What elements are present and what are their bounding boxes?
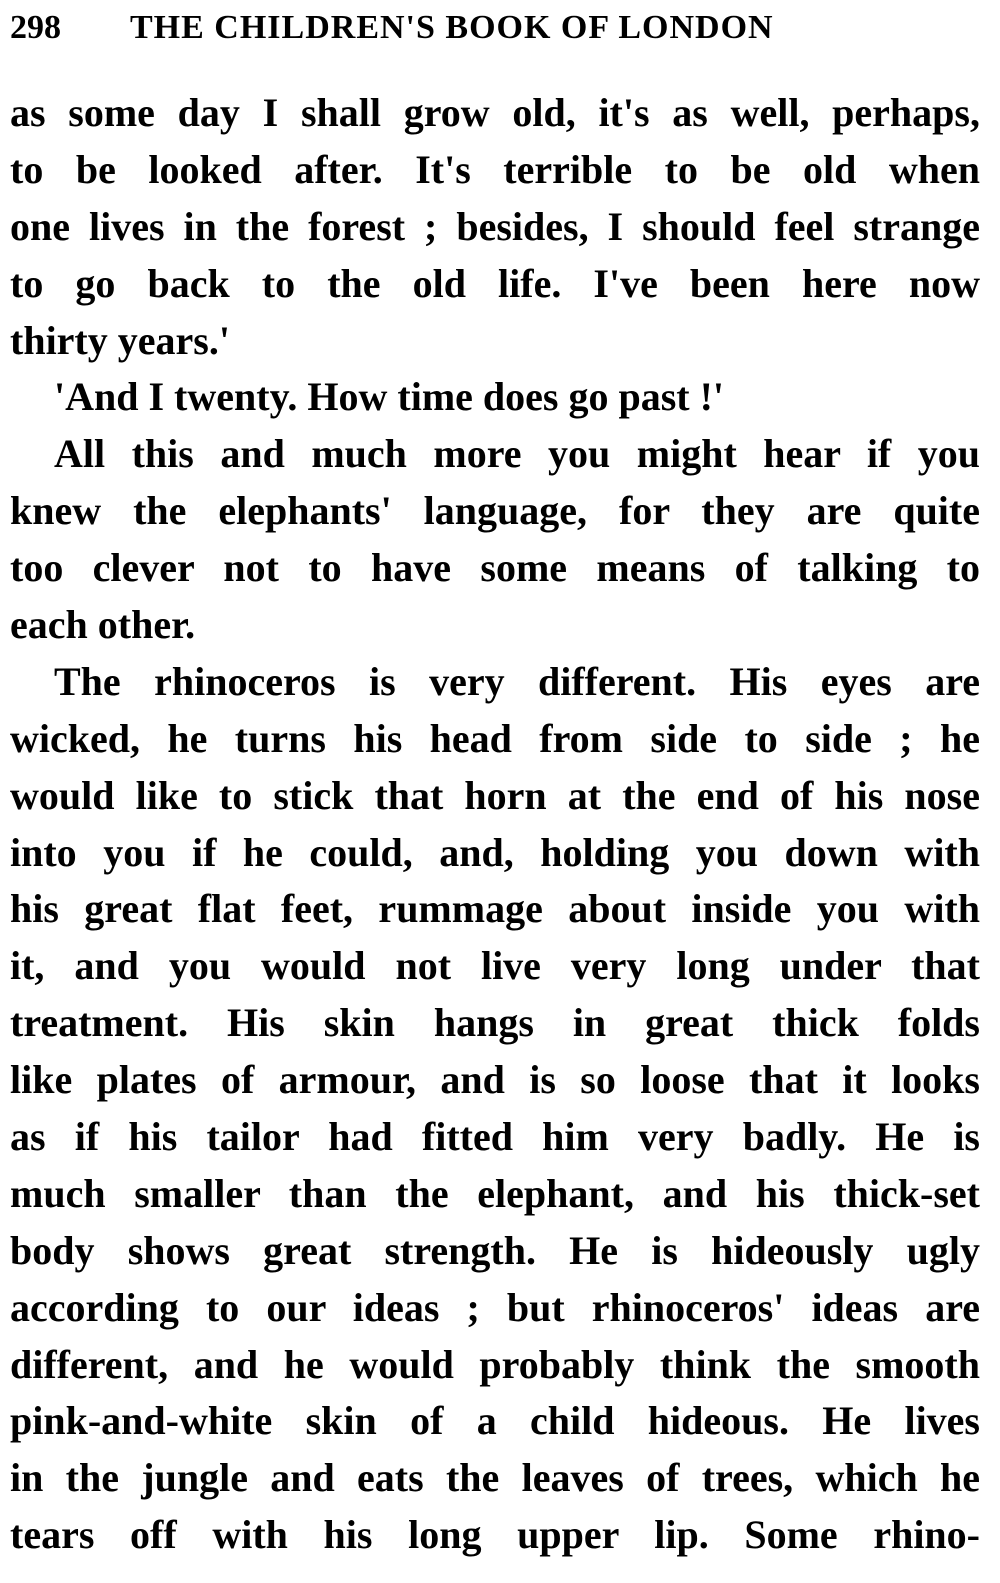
text-line: as some day I shall grow old, it's as well, perhaps, [10,90,980,135]
text-line: according to our ideas ; but rhinoceros' ideas are [10,1284,980,1330]
text-line: like plates of armour, and is so loose that it looks [10,1057,980,1103]
page-number: 298 [10,9,61,46]
text-line: to be looked after. It's terrible to be old when [10,146,980,192]
text-line: would like to stick that horn at the end of his nose [10,772,980,818]
body-text [10,85,980,1564]
text-line: it, and you would not live very long under that [10,943,980,989]
text-line: too clever not to have some means of talking to [10,545,980,591]
text-line: in the jungle and eats the leaves of trees, which he [10,1455,980,1501]
text-line: his great flat feet, rummage about inside you with [10,886,980,932]
text-line: much smaller than the elephant, and his thick-set [10,1170,980,1216]
text-line: treatment. His skin hangs in great thick folds [10,1000,980,1046]
text-line: wicked, he turns his head from side to side ; he [10,715,980,761]
text-line: tears off with his long upper lip. Some rhino- [10,1512,980,1558]
text-line: All this and much more you might hear if you [54,431,980,477]
text-line: knew the elephants' language, for they are quite [10,488,980,534]
running-header [10,4,980,52]
text-line: to go back to the old life. I've been here now [10,260,980,306]
text-line: thirty years.' [10,317,230,363]
book-page [10,0,980,1583]
text-line: each other. [10,602,196,648]
running-title: THE CHILDREN'S BOOK OF LONDON [130,9,774,46]
text-line: one lives in the forest ; besides, I should feel strange [10,203,980,249]
text-line: body shows great strength. He is hideously ugly [10,1227,980,1273]
text-line: different, and he would probably think the smooth [10,1341,980,1387]
text-line: 'And I twenty. How time does go past !' [54,374,725,420]
text-line: pink-and-white skin of a child hideous. He lives [10,1398,980,1444]
text-line: The rhinoceros is very different. His eyes are [54,658,980,704]
text-line: as if his tailor had fitted him very badly. He is [10,1114,980,1160]
text-line: into you if he could, and, holding you down with [10,829,980,875]
